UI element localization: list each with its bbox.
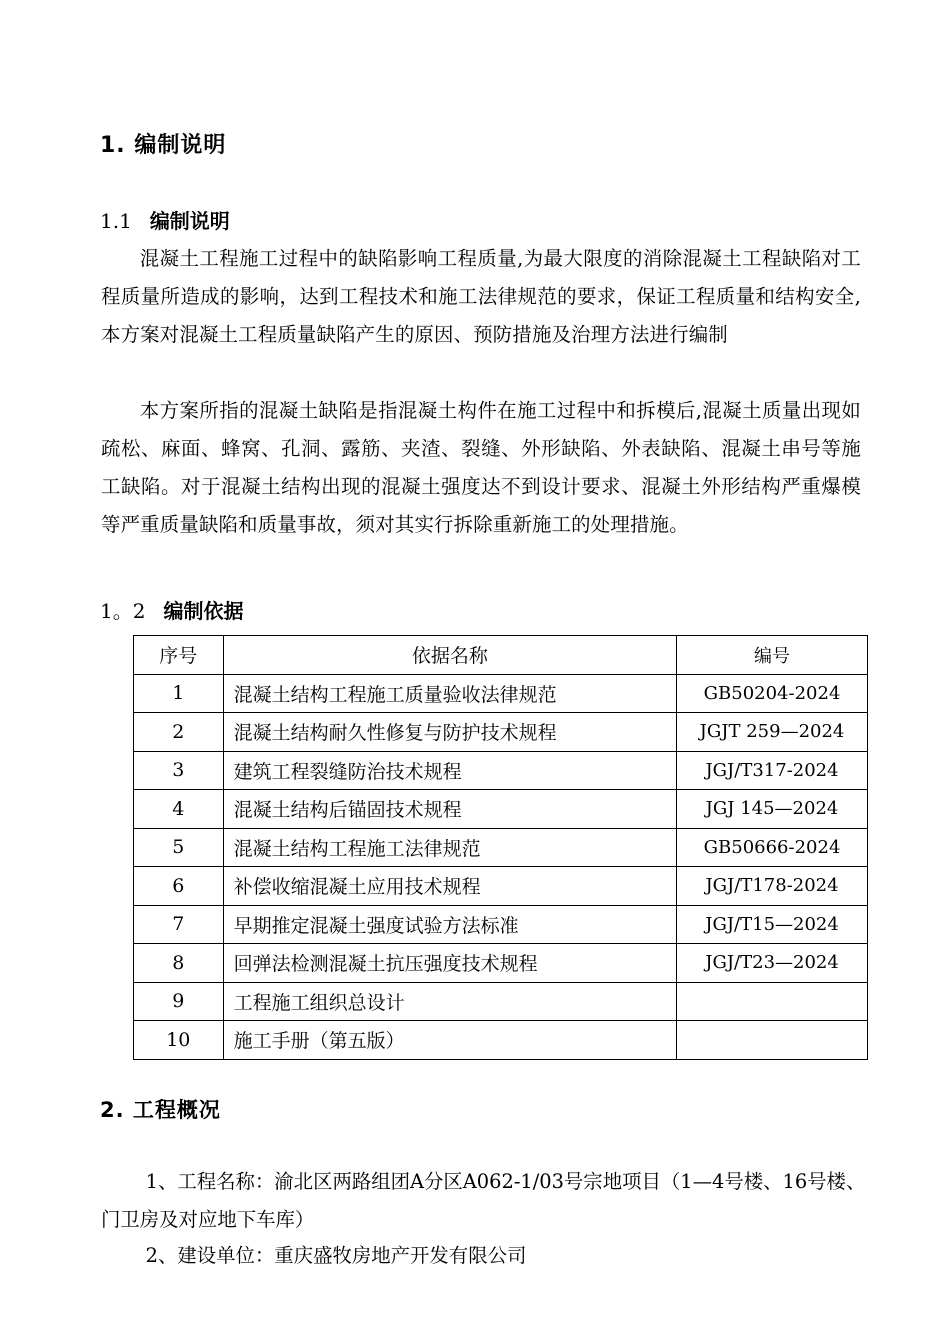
basis-table xyxy=(133,635,868,1060)
table-row xyxy=(134,790,868,829)
row-no: 10 xyxy=(134,1021,224,1060)
row-name: 混凝土结构耐久性修复与防护技术规程 xyxy=(223,713,676,752)
row-name: 混凝土结构工程施工法律规范 xyxy=(223,828,676,867)
row-no: 9 xyxy=(134,982,224,1021)
subsection-1-2-title: 编制依据 xyxy=(163,599,244,623)
row-no: 6 xyxy=(134,867,224,906)
header-no: 序号 xyxy=(134,636,224,675)
table-row xyxy=(134,828,868,867)
table-row xyxy=(134,905,868,944)
table-row xyxy=(134,1021,868,1060)
row-code: JGJ/T317-2024 xyxy=(677,751,868,790)
row-name: 混凝土结构工程施工质量验收法律规范 xyxy=(223,674,676,713)
section-2-heading: 2. 工程概况 xyxy=(100,1098,221,1122)
subsection-1-2-number: 1。2 xyxy=(100,599,146,623)
subsection-1-1-heading xyxy=(100,205,230,234)
section-1-heading: 1. 编制说明 xyxy=(100,133,227,158)
project-name-item: 1、工程名称：渝北区两路组团A分区A062-1/03号宗地项目（1—4号楼、16号楼、门卫房及对应地下车库） xyxy=(101,1170,866,1231)
row-code: JGJ/T178-2024 xyxy=(677,867,868,906)
subsection-1-2-heading xyxy=(100,595,243,624)
row-name: 补偿收缩混凝土应用技术规程 xyxy=(223,867,676,906)
table-row xyxy=(134,944,868,983)
table-header-row xyxy=(134,636,868,675)
row-code: JGJ/T15—2024 xyxy=(677,905,868,944)
row-no: 7 xyxy=(134,905,224,944)
table-row xyxy=(134,982,868,1021)
row-name: 混凝土结构后锚固技术规程 xyxy=(223,790,676,829)
row-code: JGJ 145—2024 xyxy=(677,790,868,829)
paragraph-2: 本方案所指的混凝土缺陷是指混凝土构件在施工过程中和拆模后,混凝土质量出现如疏松、麻面、蜂窝、孔洞、露筋、夹渣、裂缝、外形缺陷、外表缺陷、混凝土串号等施工缺陷。对于混凝土结构出现的混凝土强度达不到设计要求、混凝土外形结构严重爆模等严重质量缺陷和质量事故，须对其实行拆除重新施工的处理措施。 xyxy=(101,399,861,536)
developer-item: 2、建设单位：重庆盛牧房地产开发有限公司 xyxy=(145,1244,527,1267)
row-no: 1 xyxy=(134,674,224,713)
header-code: 编号 xyxy=(677,636,868,675)
subsection-1-1-title: 编制说明 xyxy=(149,209,230,233)
table-row xyxy=(134,713,868,752)
row-code: GB50204-2024 xyxy=(677,674,868,713)
row-name: 工程施工组织总设计 xyxy=(223,982,676,1021)
header-name: 依据名称 xyxy=(223,636,676,675)
table-row xyxy=(134,867,868,906)
row-code xyxy=(677,982,868,1021)
row-code xyxy=(677,1021,868,1060)
row-code: JGJT 259—2024 xyxy=(677,713,868,752)
row-no: 3 xyxy=(134,751,224,790)
row-code: GB50666-2024 xyxy=(677,828,868,867)
row-no: 5 xyxy=(134,828,224,867)
row-name: 建筑工程裂缝防治技术规程 xyxy=(223,751,676,790)
row-no: 4 xyxy=(134,790,224,829)
row-name: 回弹法检测混凝土抗压强度技术规程 xyxy=(223,944,676,983)
row-code: JGJ/T23—2024 xyxy=(677,944,868,983)
paragraph-1: 混凝土工程施工过程中的缺陷影响工程质量,为最大限度的消除混凝土工程缺陷对工程质量所造成的影响，达到工程技术和施工法律规范的要求，保证工程质量和结构安全,本方案对混凝土工程质量缺陷产生的原因、预防措施及治理方法进行编制 xyxy=(101,247,861,346)
subsection-1-1-number: 1.1 xyxy=(100,209,132,233)
row-no: 2 xyxy=(134,713,224,752)
table-row xyxy=(134,674,868,713)
table-row xyxy=(134,751,868,790)
row-name: 施工手册（第五版） xyxy=(223,1021,676,1060)
row-no: 8 xyxy=(134,944,224,983)
row-name: 早期推定混凝土强度试验方法标准 xyxy=(223,905,676,944)
